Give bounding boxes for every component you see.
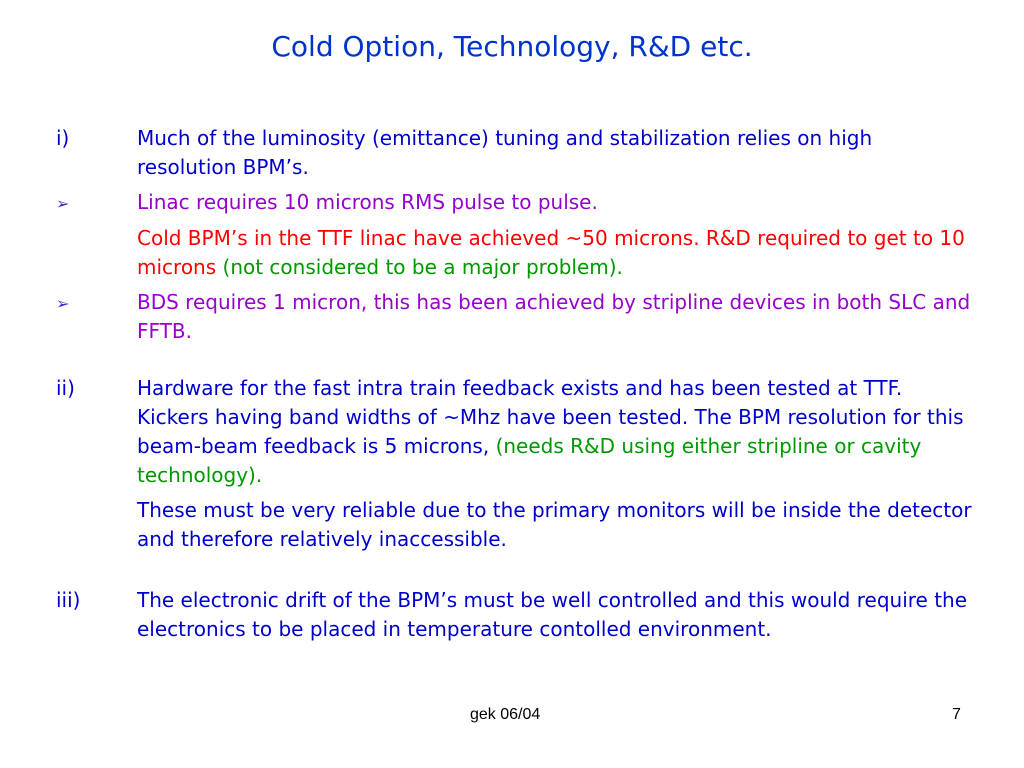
bds-bullet: BDS requires 1 micron, this has been achieved by stripline devices in both SLC and FFTB. <box>137 290 971 343</box>
page-number: 7 <box>952 706 961 723</box>
section-i <box>56 124 976 346</box>
section-ii-green-text: (needs R&D using either stripline or cavity technology). <box>137 434 922 487</box>
section-iii <box>56 586 976 644</box>
ttf-bpm-red-text: Cold BPM’s in the TTF linac have achieved ~50 microns. R&D required to get to 10 microns <box>137 226 965 279</box>
arrowhead-bullet-icon: ➢ <box>56 194 70 213</box>
ttf-bpm-green-text: (not considered to be a major problem). <box>222 255 623 279</box>
section-i-text: Much of the luminosity (emittance) tuning and stabilization relies on high resolution BPM’s. <box>137 126 873 179</box>
section-iii-text: The electronic drift of the BPM’s must be well controlled and this would require the electronics to be placed in temperature contolled environment. <box>137 588 968 641</box>
linac-bullet: Linac requires 10 microns RMS pulse to pulse. <box>137 190 598 214</box>
section-marker-iii: iii) <box>56 588 81 612</box>
section-ii <box>56 374 976 554</box>
ttf-bpm-note <box>137 224 976 282</box>
footer-author-date: gek 06/04 <box>470 706 541 723</box>
slide-title: Cold Option, Technology, R&D etc. <box>271 30 753 63</box>
section-ii-blue-text: Hardware for the fast intra train feedback exists and has been tested at TTF. Kickers having band widths of ~Mhz have been tested. The BPM resolution for this beam-beam feedback is 5 microns, <box>137 376 964 458</box>
reliability-note: These must be very reliable due to the primary monitors will be inside the detector and therefore relatively inaccessible. <box>137 498 972 551</box>
arrowhead-bullet-icon: ➢ <box>56 294 70 313</box>
section-ii-text <box>137 374 976 490</box>
section-marker-i: i) <box>56 126 70 150</box>
section-marker-ii: ii) <box>56 376 75 400</box>
